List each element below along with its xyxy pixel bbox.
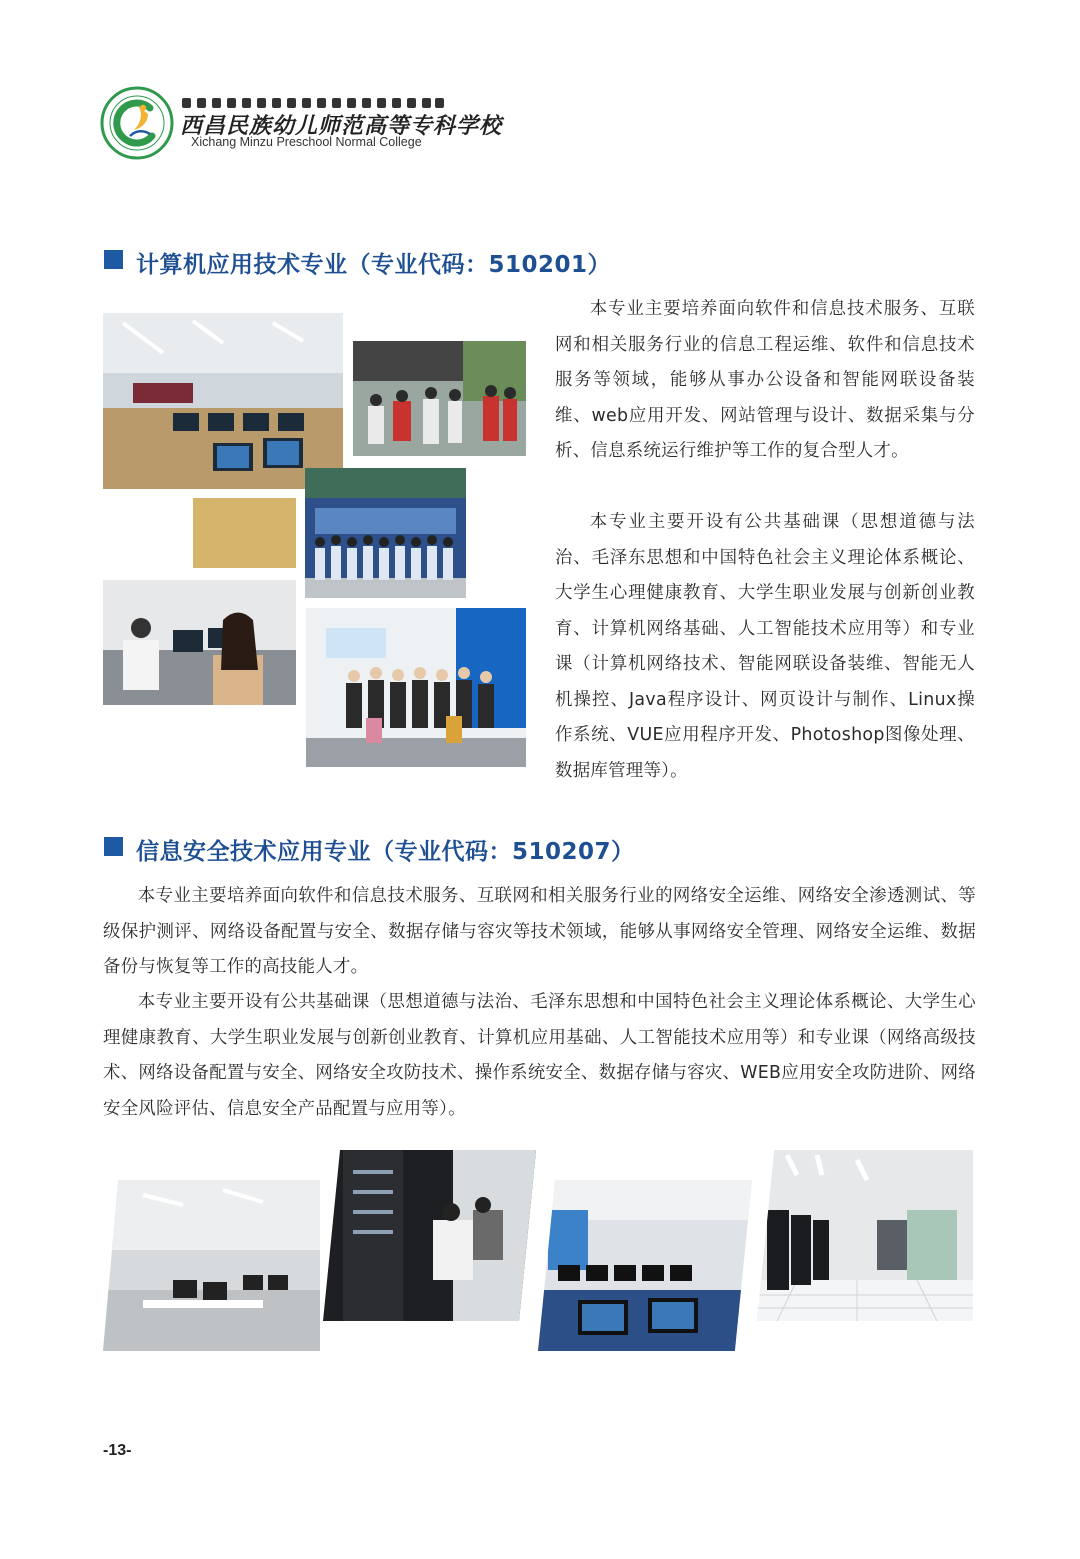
- server-rack-photo: [323, 1150, 536, 1321]
- decorative-gold-block: [193, 498, 296, 568]
- college-name-cn: 西昌民族幼儿师范高等专科学校: [180, 113, 503, 139]
- heading-square-icon: [104, 250, 123, 269]
- college-logo: [100, 86, 174, 160]
- heading-square-icon: [104, 837, 123, 856]
- section2-paragraph-2: 本专业主要开设有公共基础课（思想道德与法治、毛泽东思想和中国特色社会主义理论体系概论、大学生心理健康教育、大学生职业发展与创新创业教育、计算机应用基础、人工智能技术应用等）和专业课（网络高级技术、网络设备配置与安全、网络安全攻防技术、操作系统安全、数据存储与容灾、WEB应用安全攻防进阶、网络安全风险评估、信息安全产品配置与应用等）。: [103, 992, 976, 1119]
- section1-heading-text: 计算机应用技术专业（专业代码：510201）: [136, 252, 612, 278]
- group-photo: [306, 608, 526, 767]
- section1-paragraph-1: 本专业主要培养面向软件和信息技术服务、互联网和相关服务行业的信息工程运维、软件和信息技术服务等领域，能够从事办公设备和智能网联设备装维、web应用开发、网站管理与设计、数据采集与分析、信息系统运行维护等工作的复合型人才。: [555, 299, 975, 461]
- section2-heading-text: 信息安全技术应用专业（专业代码：510207）: [136, 839, 635, 865]
- lab-instruction-photo: [103, 580, 296, 705]
- college-name-en: Xichang Minzu Preschool Normal College: [191, 135, 422, 149]
- classroom-photo: [103, 1180, 320, 1351]
- section2-paragraph-1: 本专业主要培养面向软件和信息技术服务、互联网和相关服务行业的网络安全运维、网络安全渗透测试、等级保护测评、网络设备配置与安全、数据存储与容灾等技术领域，能够从事网络安全管理、网络安全运维、数据备份与恢复等工作的高技能人才。: [103, 886, 976, 977]
- computer-lab-photo: [103, 313, 343, 489]
- students-event-photo: [353, 341, 526, 456]
- section1-paragraph-2: 本专业主要开设有公共基础课（思想道德与法治、毛泽东思想和中国特色社会主义理论体系概论、大学生心理健康教育、大学生职业发展与创新创业教育、计算机网络基础、人工智能技术应用等）和专业课（计算机网络技术、智能网联设备装维、智能无人机操控、Java程序设计、网页设计与制作、Linux操作系统、VUE应用程序开发、Photoshop图像处理、数据库管理等）。: [555, 512, 975, 781]
- data-center-photo: [757, 1150, 973, 1321]
- competition-team-photo: [305, 468, 466, 598]
- training-room-photo: [538, 1180, 752, 1351]
- yi-script-line: [182, 94, 444, 106]
- page-number: -13-: [103, 1442, 132, 1459]
